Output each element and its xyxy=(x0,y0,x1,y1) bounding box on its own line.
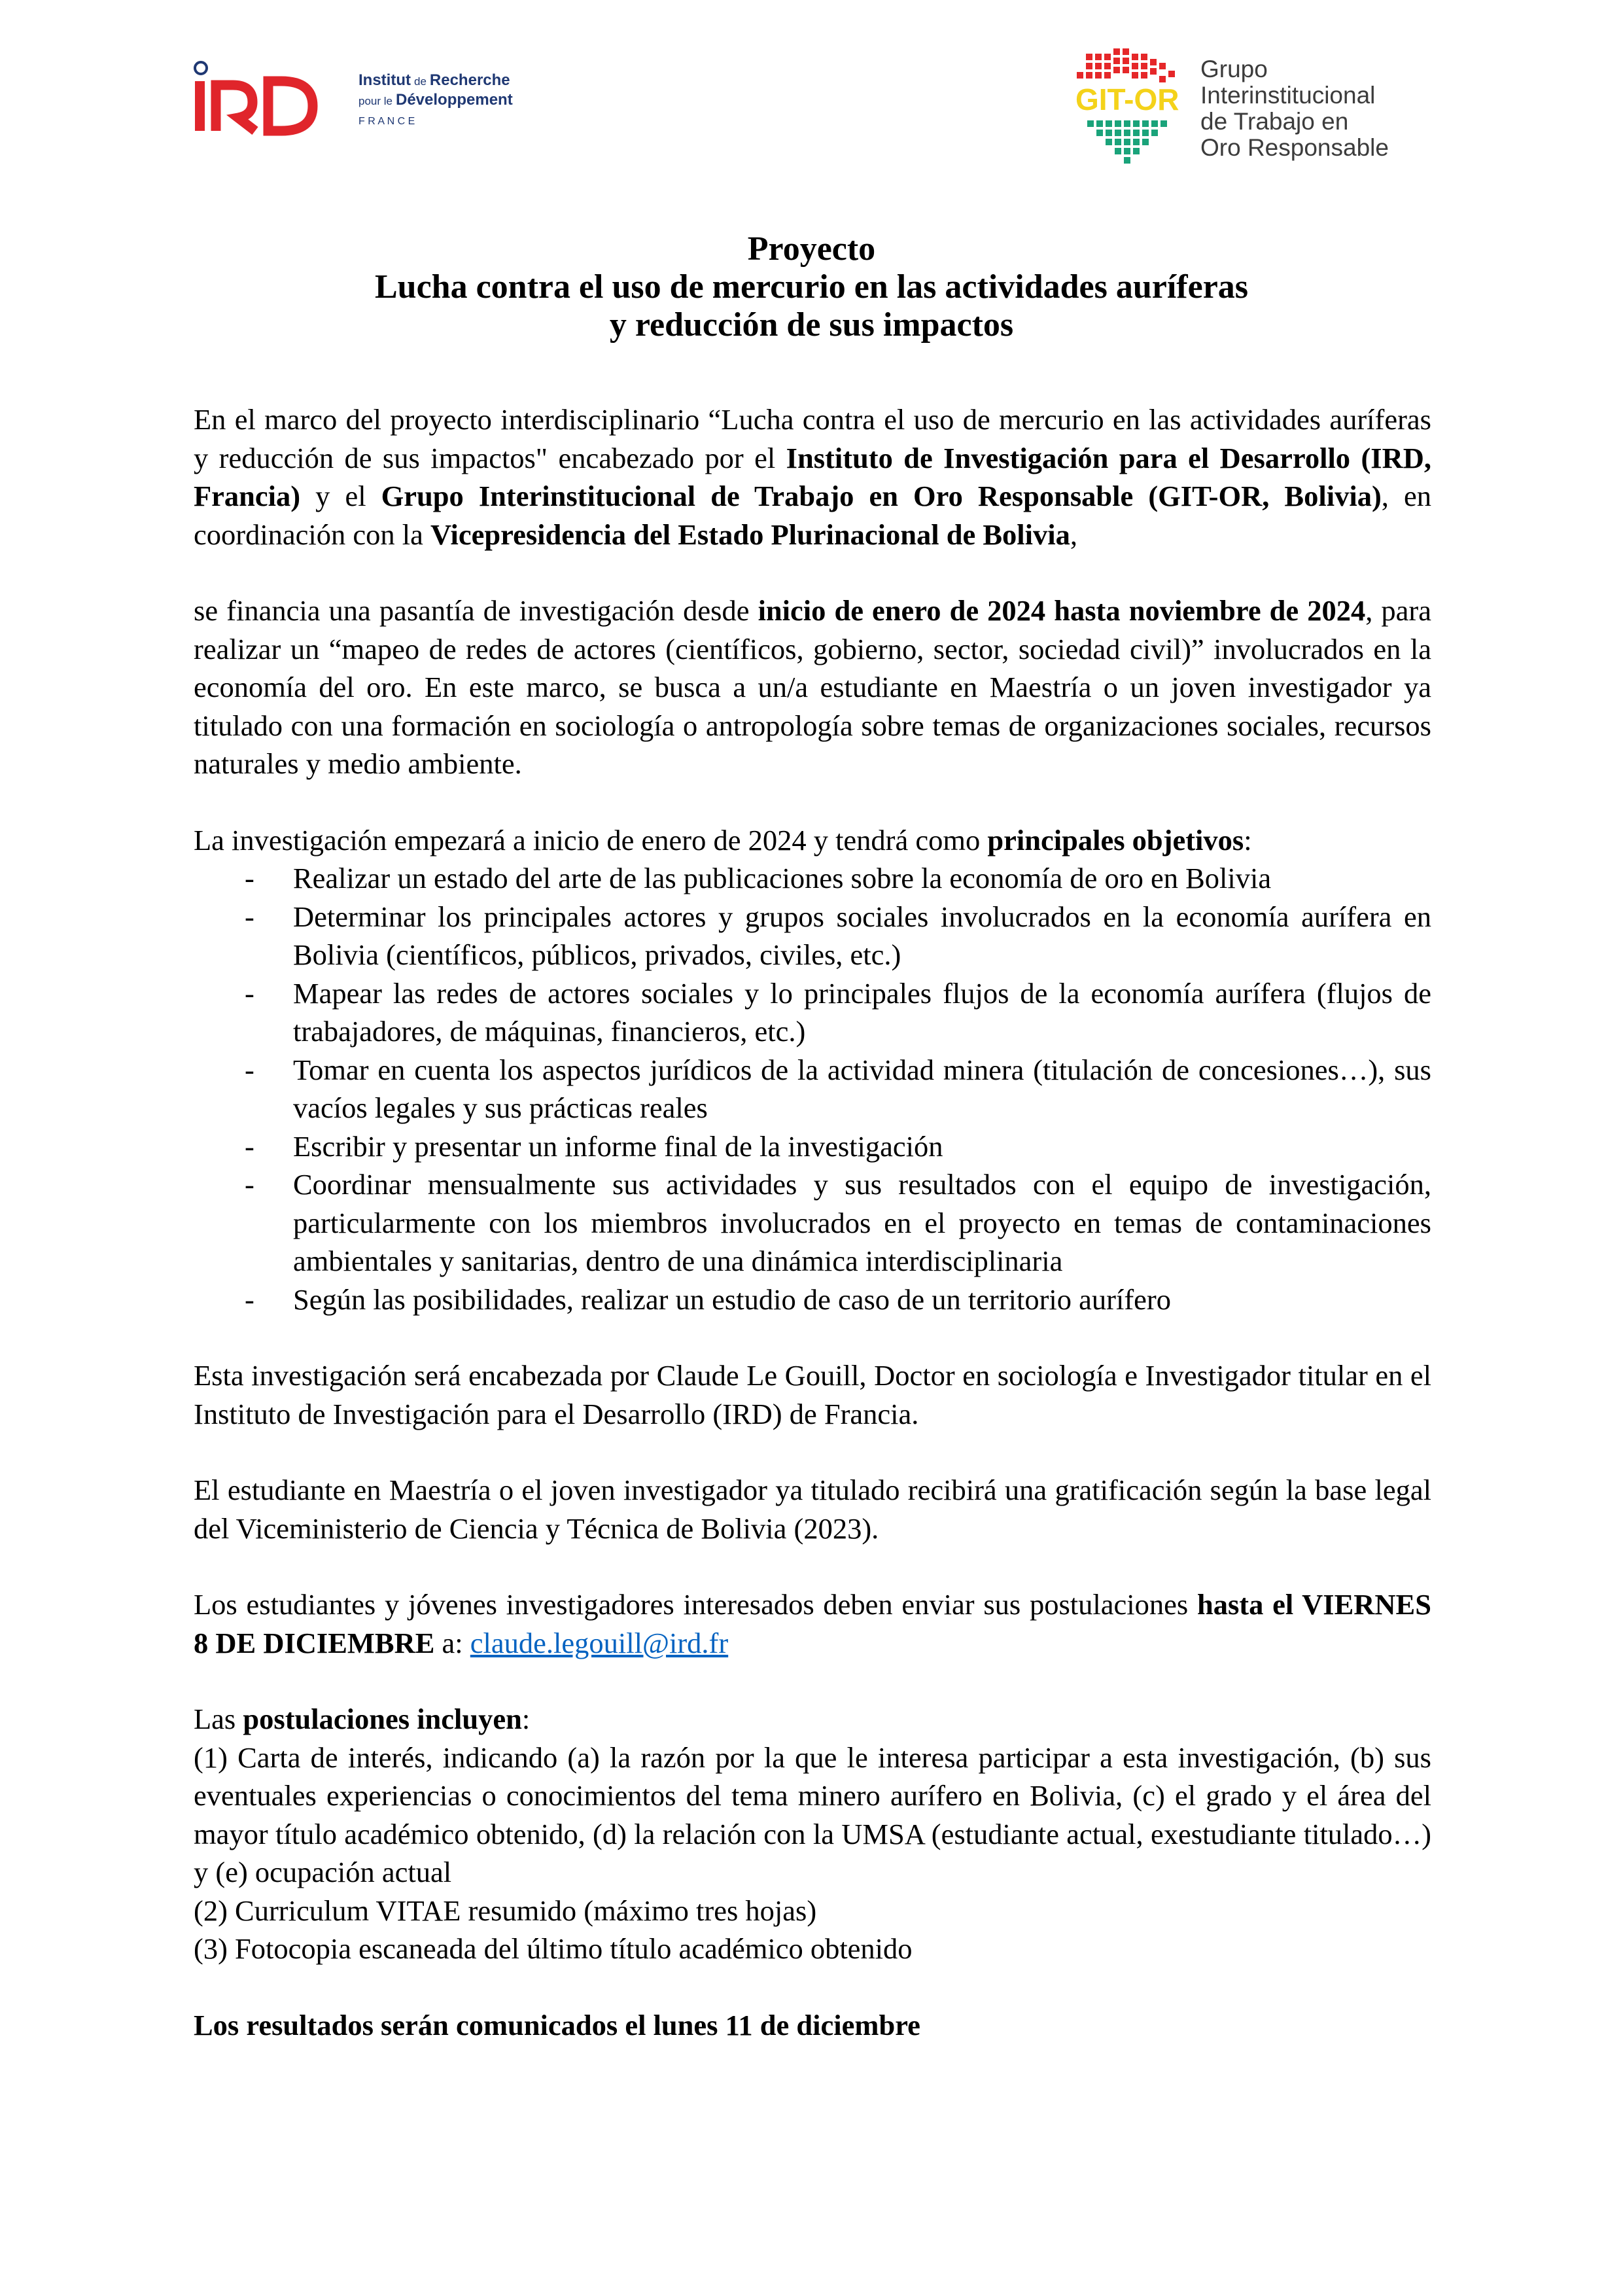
requirement-item: (3) Fotocopia escaneada del último título académico obtenido xyxy=(194,1932,913,1965)
svg-text:GIT-OR: GIT-OR xyxy=(1075,82,1179,116)
svg-text:pour leDéveloppement: pour le Développement xyxy=(358,91,513,109)
objectives-intro: La investigación empezará a inicio de enero de 2024 y tendrá como principales objetivos: xyxy=(194,823,1252,857)
list-item: - Escribir y presentar un informe final de la investigación xyxy=(245,1129,943,1163)
title-line-3: y reducción de sus impactos xyxy=(609,306,1014,344)
email-link[interactable]: claude.legouill@ird.fr xyxy=(470,1626,729,1659)
funding-paragraph: se financia una pasantía de investigación desde inicio de enero de 2024 hasta noviembre de 2024, para realizar un “mapeo de redes de actores (científicos, gobierno, sector, sociedad civil)” involucrados en la economía del oro. En este marco, se busca a un/a estudiante en Maestría o un joven investigador ya titulado con una formación en sociología o antropología sobre temas de organizaciones sociales, recursos naturales y medio ambiente. xyxy=(194,594,1432,780)
list-item: - Realizar un estado del arte de las publicaciones sobre la economía de oro en Bolivia xyxy=(245,862,1272,894)
supervisor-paragraph: Esta investigación será encabezada por Claude Le Gouill, Doctor en sociología e Investigador titular en el Instituto de Investigación para el Desarrollo (IRD) de Francia. xyxy=(194,1359,1431,1430)
stipend-paragraph: El estudiante en Maestría o el joven investigador ya titulado recibirá una gratificación según la base legal del Viceministerio de Ciencia y Técnica de Bolivia (2023). xyxy=(194,1474,1431,1545)
results-note: Los resultados serán comunicados el lunes 11 de diciembre xyxy=(194,2008,920,2041)
document-body xyxy=(194,400,1431,2044)
deadline-paragraph: Los estudiantes y jóvenes investigadores interesados deben enviar sus postulaciones hasta el VIERNES 8 DE DICIEMBRE a: claude.legouill@ird.fr xyxy=(194,1588,1431,1659)
objectives-list xyxy=(194,859,1431,1318)
list-item: - Determinar los principales actores y grupos sociales involucrados en la economía aurífera en Bolivia (científicos, públicos, privados, civiles, etc.) xyxy=(245,900,1431,971)
svg-text:InstitutdeRecherche: Institut de Recherche xyxy=(358,71,510,89)
letterhead xyxy=(0,0,1623,196)
list-item: - Tomar en cuenta los aspectos jurídicos de la actividad minera (titulación de concesiones…), sus vacíos legales y sus prácticas reales xyxy=(245,1053,1431,1124)
svg-text:F R A N C E: F R A N C E xyxy=(358,116,415,127)
requirement-item: (1) Carta de interés, indicando (a) la razón por la que le interesa participar a esta investigación, (b) sus eventuales experiencias o conocimientos del tema minero aurífero en Bolivia, (c) el grado y el área del mayor título académico obtenido, (d) la relación con la UMSA (estudiante actual, exestudiante titulado…) y (e) ocupación actual xyxy=(194,1740,1431,1888)
intro-paragraph: En el marco del proyecto interdisciplinario “Lucha contra el uso de mercurio en las actividades auríferas y reducción de sus impactos" encabezado por el Instituto de Investigación para el Desarrollo (IRD, Francia) y el Grupo Interinstitucional de Trabajo en Oro Responsable (GIT-OR, Bolivia), en coordinación con la Vicepresidencia del Estado Plurinacional de Bolivia, xyxy=(194,403,1431,551)
list-item: - Mapear las redes de actores sociales y lo principales flujos de la economía aurífera (flujos de trabajadores, de máquinas, financieros, etc.) xyxy=(245,976,1431,1048)
gitor-name: Grupo Interinstitucional de Trabajo en Oro Responsable xyxy=(1200,56,1389,161)
list-item: - Coordinar mensualmente sus actividades y sus resultados con el equipo de investigación, particularmente con los miembros involucrados en el proyecto en temas de contaminaciones ambientales y sanitarias, dentro de una dinámica interdisciplinaria xyxy=(245,1168,1431,1277)
requirements-heading: Las postulaciones incluyen: xyxy=(194,1703,531,1735)
ird-logo xyxy=(190,59,530,137)
title-line-2: Lucha contra el uso de mercurio en las actividades auríferas xyxy=(374,268,1249,306)
title-line-1: Proyecto xyxy=(747,230,876,268)
requirement-item: (2) Curriculum VITAE resumido (máximo tres hojas) xyxy=(194,1894,817,1927)
list-item: - Según las posibilidades, realizar un estudio de caso de un territorio aurífero xyxy=(245,1282,1171,1316)
document-title xyxy=(0,230,1623,344)
